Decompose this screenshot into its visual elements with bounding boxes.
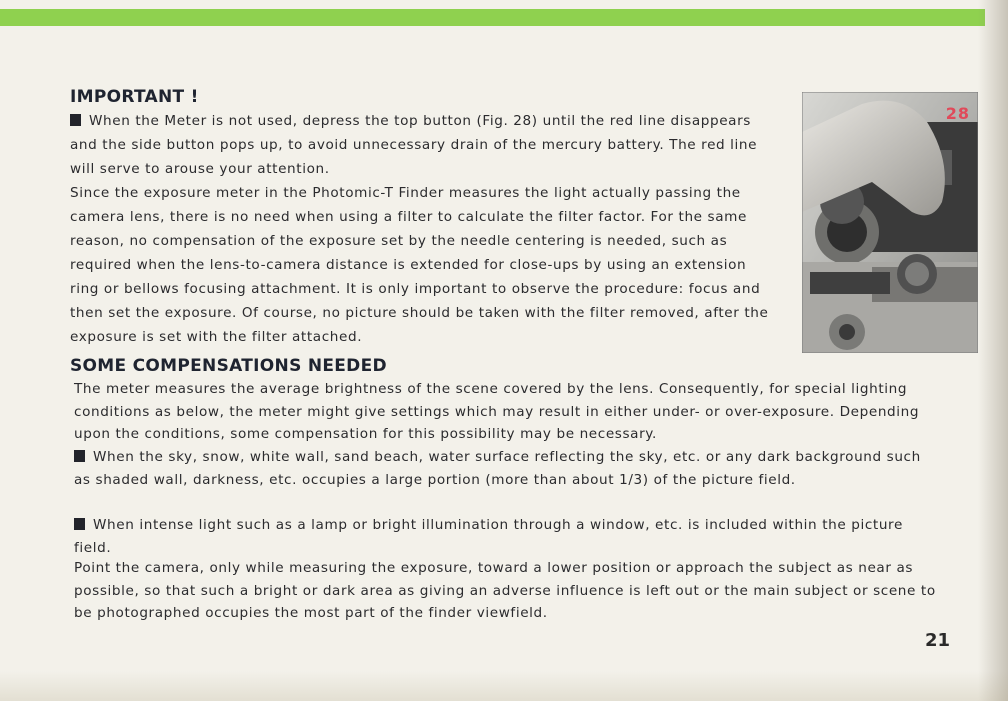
top-color-band [0,9,985,26]
bullet-square-icon [74,450,85,462]
compensation-instruction: Point the camera, only while measuring the exposure, toward a lower position or approach the subject as near as possible, so that such a bright or dark area as giving an adverse influence is left out or the main subject or scene to be photographed occupies the most part of the finder viewfield. [74,560,936,621]
page-edge-shadow [978,0,1008,701]
compensation-bullet-1: When the sky, snow, white wall, sand beach, water surface reflecting the sky, etc. or any dark background such as shaded wall, darkness, etc. occupies a large portion (more than about 1/3) of the picture field. [74,449,921,488]
camera-photo-illustration [802,92,978,353]
heading-important: IMPORTANT ! [70,87,199,107]
compensation-paragraph: The meter measures the average brightness of the scene covered by the lens. Consequently, for special lighting conditions as below, the meter might give settings which may result in either under- or over-exposure. Depending upon the conditions, some compensation for this possibility may be necessary. [74,381,920,442]
figure-28-photo [802,92,978,353]
important-bullet: When the Meter is not used, depress the top button (Fig. 28) until the red line disappears and the side button pops up, to avoid unnecessary drain of the mercury battery. The red line will serve to arouse your attention. [70,113,758,177]
bullet-square-icon [70,114,81,126]
page-bottom-shadow [0,671,1008,701]
heading-some-compensations: SOME COMPENSATIONS NEEDED [70,356,387,376]
bullet-square-icon [74,518,85,530]
figure-number-label: 28 [945,104,970,123]
important-paragraph: Since the exposure meter in the Photomic-T Finder measures the light actually passing the camera lens, there is no need when using a filter to calculate the filter factor. For the same reason, no compensation of the exposure set by the needle centering is needed, such as required when the lens-to-camera distance is extended for close-ups by using an extension ring or bellows focusing attachment. It is only important to observe the procedure: focus and then set the exposure. Of course, no picture should be taken with the filter removed, after the exposure is set with the filter attached. [70,185,769,345]
compensation-bullet-2: When intense light such as a lamp or bright illumination through a window, etc. is included within the picture field. [74,517,903,556]
page-number: 21 [925,630,951,651]
